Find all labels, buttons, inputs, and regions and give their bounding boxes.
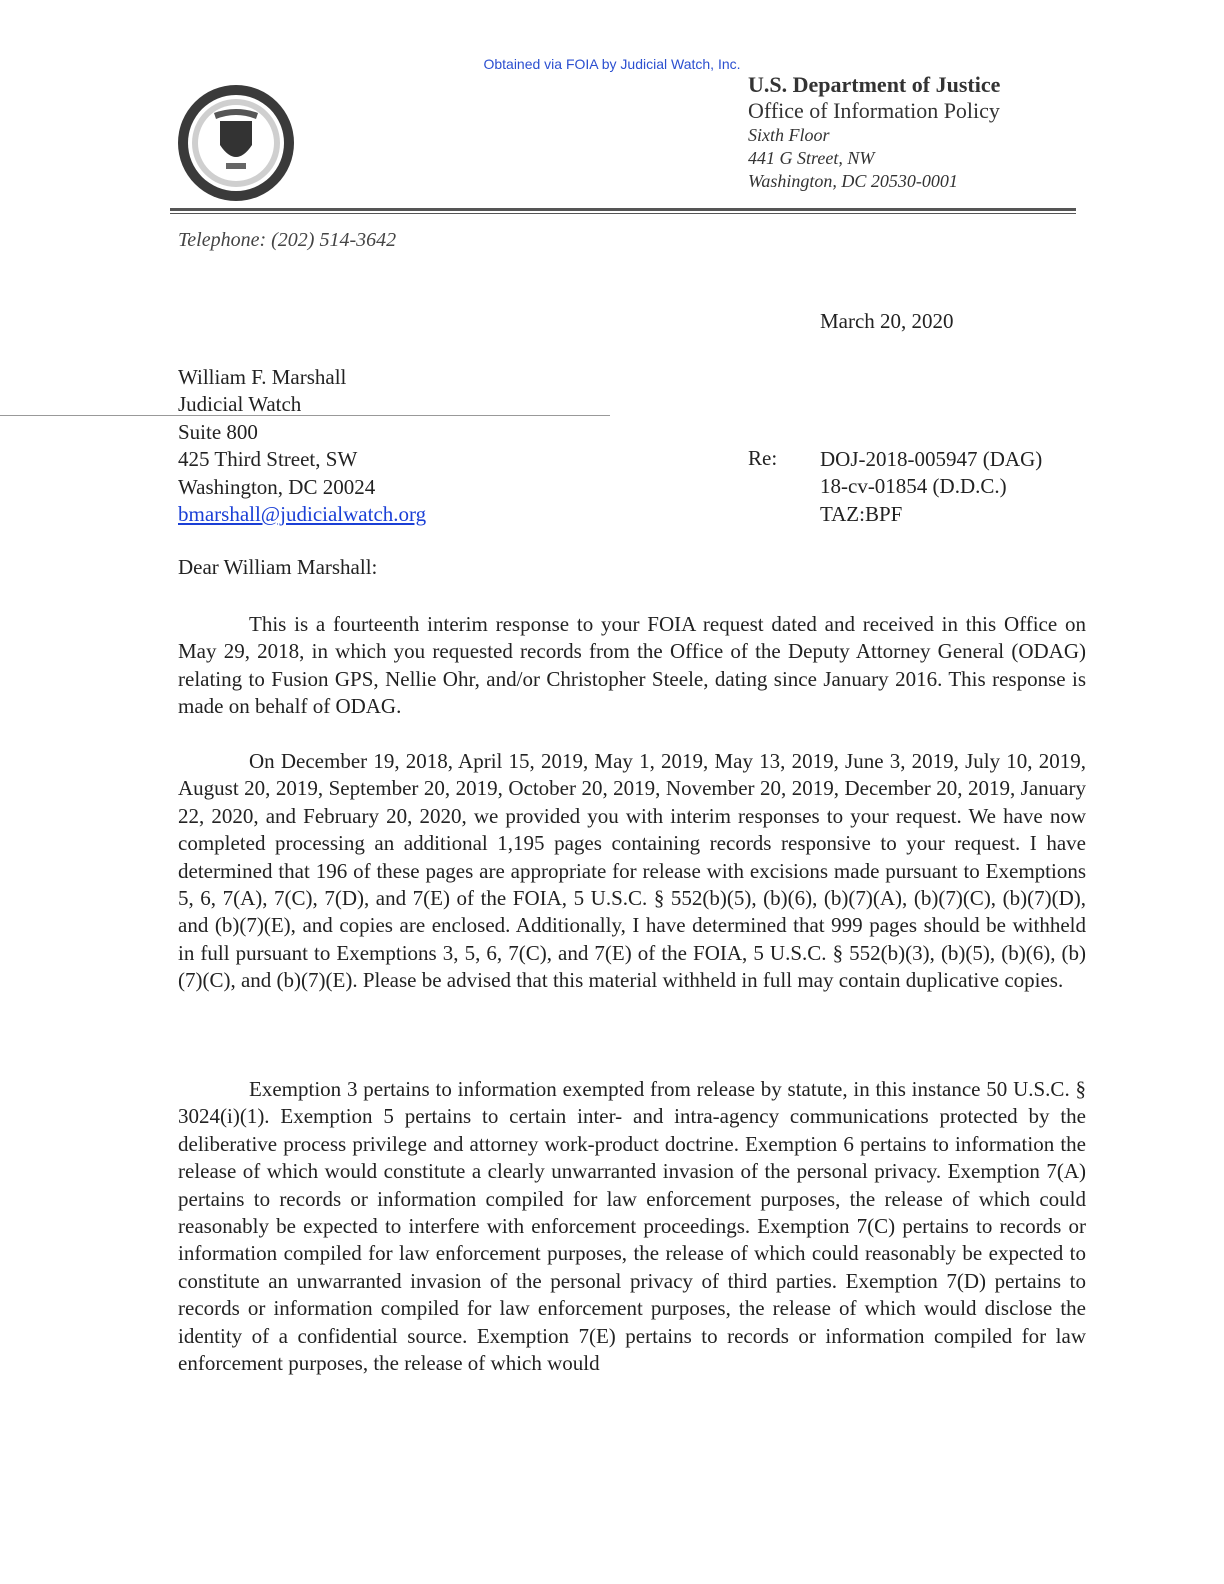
re-line-2: 18-cv-01854 (D.D.C.) bbox=[820, 474, 1007, 499]
office-name: Office of Information Policy bbox=[748, 98, 1000, 123]
letterhead bbox=[748, 72, 1000, 193]
office-phone: Telephone: (202) 514-3642 bbox=[178, 229, 397, 251]
letterhead-rule bbox=[170, 208, 1076, 211]
recipient-address bbox=[178, 364, 426, 528]
foia-stamp: Obtained via FOIA by Judicial Watch, Inc. bbox=[483, 56, 741, 72]
letter-date: March 20, 2020 bbox=[820, 309, 954, 333]
office-city: Washington, DC 20530-0001 bbox=[748, 171, 958, 191]
office-street: 441 G Street, NW bbox=[748, 148, 875, 168]
recipient-suite: Suite 800 bbox=[178, 419, 258, 444]
recipient-name: William F. Marshall bbox=[178, 365, 347, 389]
re-label: Re: bbox=[748, 446, 778, 470]
doj-seal-icon bbox=[176, 83, 296, 203]
body-paragraph-1: This is a fourteenth interim response to your FOIA request dated and received in this Office on May 29, 2018, in which you requested records from the Office of the Deputy Attorney General (ODAG) relating to Fusion GPS, Nellie Ohr, and/or Christopher Steele, dating since January 2016. This response is made on behalf of ODAG. bbox=[178, 612, 1086, 719]
recipient-city: Washington, DC 20024 bbox=[178, 474, 376, 499]
re-line-3: TAZ:BPF bbox=[820, 501, 903, 526]
recipient-street: 425 Third Street, SW bbox=[178, 447, 358, 472]
re-line-1: DOJ-2018-005947 (DAG) bbox=[820, 447, 1043, 471]
salutation: Dear William Marshall: bbox=[178, 555, 378, 579]
agency-name: U.S. Department of Justice bbox=[748, 72, 1001, 97]
body-paragraph-2: On December 19, 2018, April 15, 2019, May 1, 2019, May 13, 2019, June 3, 2019, July 10, 2019, August 20, 2019, September 20, 2019, October 20, 2019, November 20, 2019, December 20, 2019, January 22, 2020, and February 20, 2020, we provided you with interim responses to your request. We have now completed processing an additional 1,195 pages containing records responsive to your request. I have determined that 196 of these pages are appropriate for release with excisions made pursuant to Exemptions 5, 6, 7(A), 7(C), 7(D), and 7(E) of the FOIA, 5 U.S.C. § 552(b)(5), (b)(6), (b)(7)(A), (b)(7)(C), (b)(7)(D), and (b)(7)(E), and copies are enclosed. Additionally, I have determined that 999 pages should be withheld in full pursuant to Exemptions 3, 5, 6, 7(C), and 7(E) of the FOIA, 5 U.S.C. § 552(b)(3), (b)(5), (b)(6), (b)(7)(C), and (b)(7)(E). Please be advised that this material withheld in full may contain duplicative copies. bbox=[178, 749, 1086, 993]
body-paragraph-3: Exemption 3 pertains to information exempted from release by statute, in this instance 50 U.S.C. § 3024(i)(1). Exemption 5 pertains to certain inter- and intra-agency communications protected by the deliberative process privilege and attorney work-product doctrine. Exemption 6 pertains to information the release of which would constitute a clearly unwarranted invasion of the personal privacy. Exemption 7(A) pertains to records or information compiled for law enforcement purposes, the release of which could reasonably be expected to interfere with enforcement proceedings. Exemption 7(C) pertains to records or information compiled for law enforcement purposes, the release of which could reasonably be expected to constitute an unwarranted invasion of the personal privacy of third parties. Exemption 7(D) pertains to records or information compiled for law enforcement purposes, the release of which would disclose the identity of a confidential source. Exemption 7(E) pertains to records or information compiled for law enforcement purposes, the release of which would bbox=[178, 1077, 1086, 1376]
letterhead-rule-thin bbox=[170, 213, 1076, 214]
recipient-org: Judicial Watch bbox=[178, 392, 302, 417]
office-floor: Sixth Floor bbox=[748, 125, 830, 145]
recipient-email-link[interactable]: bmarshall@judicialwatch.org bbox=[178, 502, 427, 527]
re-references bbox=[820, 446, 1042, 528]
